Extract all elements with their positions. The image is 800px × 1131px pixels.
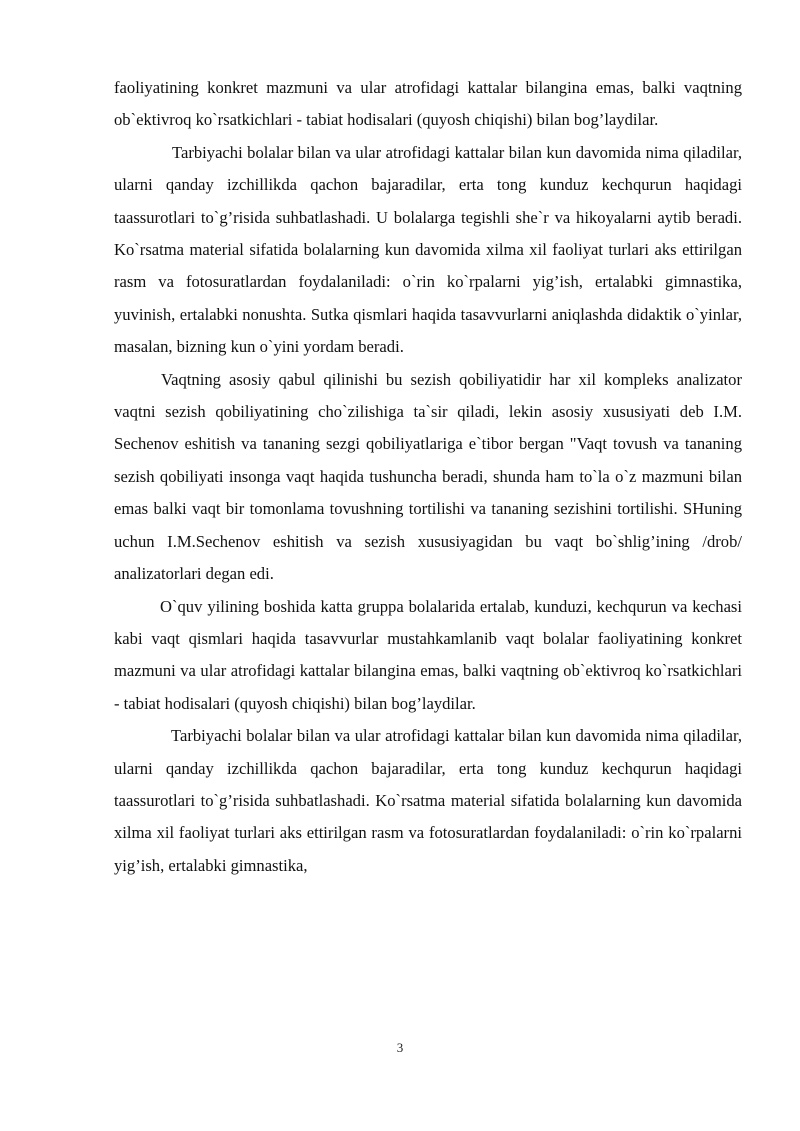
paragraph-tarbiyachi-2: Tarbiyachi bolalar bilan va ular atrofidagi kattalar bilan kun davomida nima qiladilar, ularni qanday izchillikda qachon bajaradilar, erta tong kunduz kechqurun haqidagi taassurotlari to`g’risida suhbatlashadi. Ko`rsatma material sifatida bolalarning kun davomida xilma xil faoliyat turlari aks ettirilgan rasm va fotosuratlardan foydalaniladi: o`rin ko`rpalarni yig’ish, ertalabki gimnastika,	[114, 726, 742, 875]
page-number: 3	[396, 1040, 404, 1055]
paragraph-continuation: faoliyatining konkret mazmuni va ular atrofidagi kattalar bilangina emas, balki vaqtning ob`ektivroq ko`rsatkichlari - tabiat hodisalari (quyosh chiqishi) bilan bog’laydilar.	[114, 78, 742, 130]
paragraph-vaqtning-asosiy: Vaqtning asosiy qabul qilinishi bu sezish qobiliyatidir har xil kompleks analizator vaqtni sezish qobiliyatining cho`zilishiga ta`sir qiladi, lekin asosiy xususiyati deb I.M. Sechenov eshitish va tananing sezgi qobiliyatlariga e`tibor bergan "Vaqt tovush va tananing sezish qobiliyati insonga vaqt haqida tushuncha beradi, shunda ham to`la o`z mazmuni bilan emas balki vaqt bir tomonlama tovushning tortilishi va tananing sezishini tortilishi. SHuning uchun I.M.Sechenov eshitish va sezish xususiyagidan bu vaqt bo`shlig’ining /drob/ analizatorlari degan edi.	[114, 369, 742, 584]
document-body	[114, 72, 742, 882]
paragraph-tarbiyachi-1: Tarbiyachi bolalar bilan va ular atrofidagi kattalar bilan kun davomida nima qiladilar, ularni qanday izchillikda qachon bajaradilar, erta tong kunduz kechqurun haqidagi taassurotlari to`g’risida suhbatlashadi. U bolalarga tegishli she`r va hikoyalarni aytib beradi. Ko`rsatma material sifatida bolalarning kun davomida xilma xil faoliyat turlari aks ettirilgan rasm va fotosuratlardan foydalaniladi: o`rin ko`rpalarni yig’ish, ertalabki gimnastika, yuvinish, ertalabki nonushta. Sutka qismlari haqida tasavvurlarni aniqlashda didaktik o`yinlar, masalan, bizning kun o`yini yordam beradi.	[114, 142, 742, 357]
paragraph-oquv-yilining: O`quv yilining boshida katta gruppa bolalarida ertalab, kunduzi, kechqurun va kechasi kabi vaqt qismlari haqida tasavvurlar mustahkamlanib vaqt bolalar faoliyatining konkret mazmuni va ular atrofidagi kattalar bilangina emas, balki vaqtning ob`ektivroq ko`rsatkichlari - tabiat hodisalari (quyosh chiqishi) bilan bog’laydilar.	[114, 596, 742, 713]
